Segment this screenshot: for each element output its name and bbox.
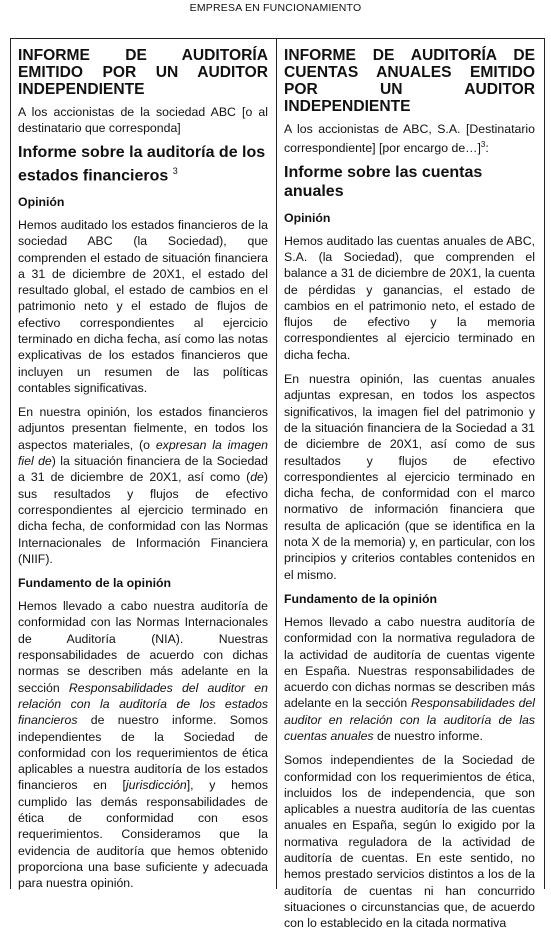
text-run: de nuestro informe. Somos independientes de la Sociedad de conformidad con los requerimientos de ética aplicables a nuestra auditoría de los estados financieros en [ [18,713,268,793]
italic-run: jurisdicción [125,778,187,793]
text-run: Hemos llevado a cabo nuestra auditoría de conformidad con las Normas Internacionales de Auditoría (NIA). Nuestras responsabilidades de acuerdo con dichas normas se describen más adelante en la sección [18,599,268,695]
right-addressee [284,121,535,157]
right-opinion-paragraph-1: Hemos auditado las cuentas anuales de ABC, S.A. (la Sociedad), que comprenden el balance a 31 de diciembre de 20X1, la cuenta de pérdidas y ganancias, el estado de cambios en el patrimonio neto, el estado de flujos de efectivo y la memoria correspondientes al ejercicio terminado en dicha fecha. [284,233,535,362]
italic-run: Responsabilidades del auditor en relación con la auditoría de los estados financieros [18,680,268,728]
text-run: ) la situación financiera de la Sociedad a 31 de diciembre de 20X1, así como ( [18,454,268,485]
text-run: ) sus resultados y flujos de efectivo correspondientes al ejercicio terminado en dicha fecha, de conformidad con las Normas Internacionales de Información Financiera (NIIF). [18,470,268,566]
text-run: ], y hemos cumplido las demás responsabilidades de ética de conformidad con esos requerimientos. Consideramos que la evidencia de auditoría que hemos obtenido proporciona una base suficiente y adecuada para nuestra opinión. [18,778,268,891]
right-basis-heading: Fundamento de la opinión [284,591,438,606]
left-basis-heading: Fundamento de la opinión [18,576,172,591]
right-basis-paragraph-2: Somos independientes de la Sociedad de conformidad con los requerimientos de ética, incluidos los de independencia, que son aplicables a nuestra auditoría de las cuentas anuales en España, según lo exigido por la normativa reguladora de la actividad de auditoría de cuentas. En este sentido, no hemos prestado servicios distintos a los de la auditoría de cuentas ni han concurrido situaciones o circunstancias que, de acuerdo con lo establecido en la citada normativa [284,753,535,931]
left-addressee: A los accionistas de la sociedad ABC [o al destinatario que corresponda] [18,105,268,136]
italic-run: expresan la imagen fiel de [18,437,268,469]
left-report-title: INFORME DE AUDITORÍA EMITIDO POR UN AUDITOR INDEPENDIENTE [18,47,268,98]
italic-run: Responsabilidades del auditor en relación con la auditoría de las cuentas anuales [284,696,535,743]
left-opinion-heading: Opinión [18,194,65,209]
text-run: : [485,141,489,156]
left-footnote-ref: 3 [172,165,178,176]
page-header: EMPRESA EN FUNCIONAMIENTO [189,2,362,14]
right-report-title: INFORME DE AUDITORÍA DE CUENTAS ANUALES EMITIDO POR UN AUDITOR INDEPENDIENTE [284,47,535,115]
left-column [11,39,277,889]
right-opinion-paragraph-2: En nuestra opinión, las cuentas anuales adjuntas expresan, en todos los aspectos significativos, la imagen fiel del patrimonio y de la situación financiera de la Sociedad a 31 de diciembre de 20X1, así como de sus resultados y flujos de efectivo correspondientes al ejercicio terminado en dicha fecha, de conformidad con el marco normativo de información financiera que resulta de aplicación (que se identifica en la nota X de la memoria) y, en particular, con los principios y criterios contables contenidos en el mismo. [284,372,535,582]
left-section-title [18,143,268,185]
left-basis-paragraph [18,598,268,891]
comparison-table [10,38,545,931]
right-footnote-ref: 3 [480,140,486,150]
right-section-title: Informe sobre las cuentas anuales [284,163,483,200]
left-opinion-paragraph-1: Hemos auditado los estados financieros de la sociedad ABC (la Sociedad), que comprenden el estado de situación financiera a 31 de diciembre de 20X1, el estado del resultado global, el estado de cambios en el patrimonio neto y el estado de flujos de efectivo correspondientes al ejercicio terminado en dicha fecha, así como las notas explicativas de los estados financieros que incluyen un resumen de las políticas contables significativas. [18,217,268,395]
text-run: A los accionistas de ABC, S.A. [Destinatario correspondiente] [por encargo de…] [284,122,535,156]
right-basis-paragraph-1 [284,614,535,744]
right-opinion-heading: Opinión [284,210,331,225]
left-opinion-paragraph-2 [18,404,268,567]
right-column [277,39,543,931]
left-section-title-text: Informe sobre la auditoría de los estados financieros [18,143,266,184]
text-run: En nuestra opinión, los estados financieros adjuntos presentan fielmente, en todos los aspectos materiales, (o [18,405,268,452]
text-run: Hemos llevado a cabo nuestra auditoría de conformidad con la normativa reguladora de la actividad de auditoría de cuentas vigente en España. Nuestras responsabilidades de acuerdo con dichas normas se describen más adelante en la sección [284,614,535,711]
text-run: de nuestro informe. [373,729,483,743]
italic-run: de [250,470,264,485]
